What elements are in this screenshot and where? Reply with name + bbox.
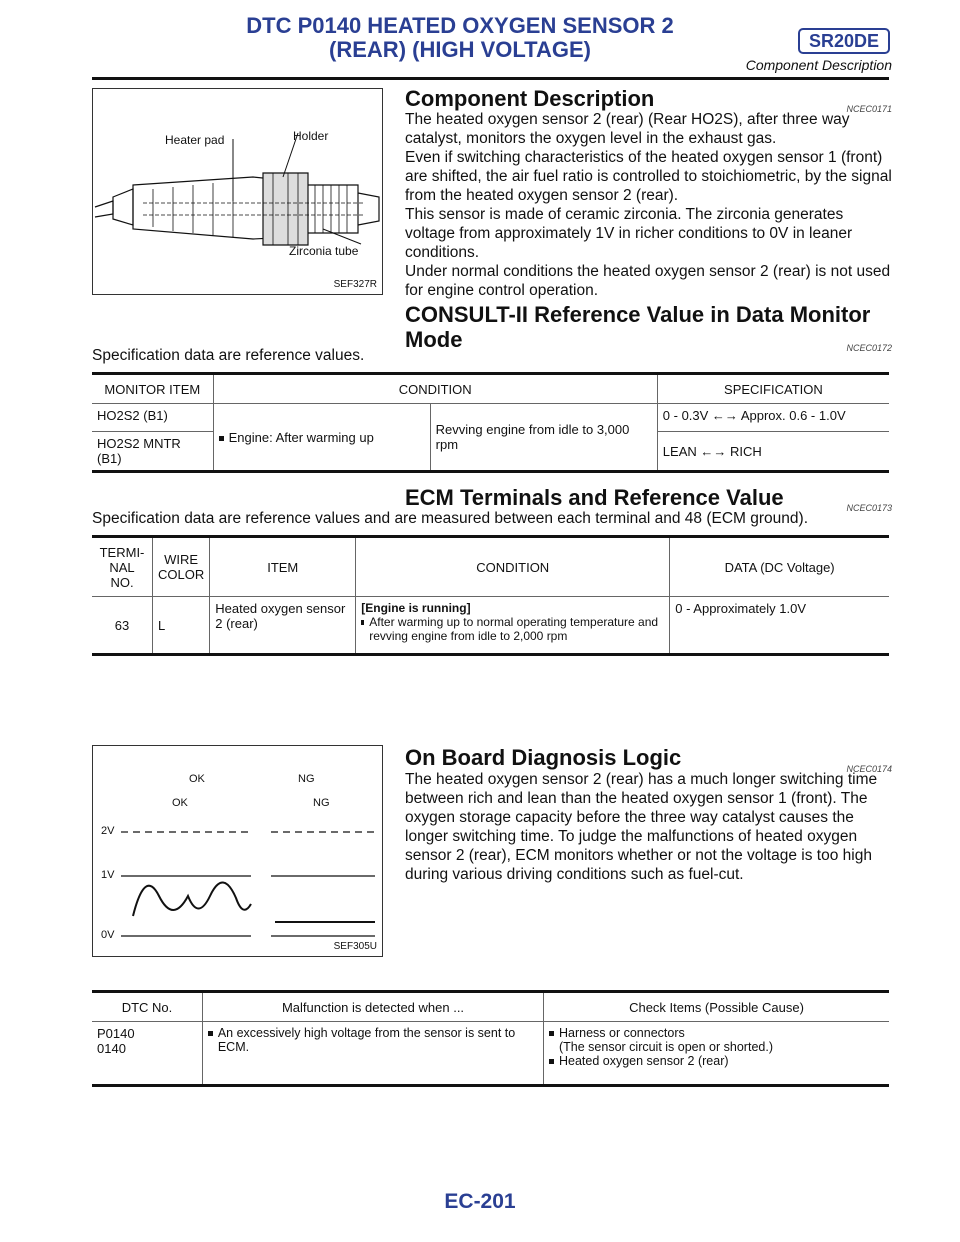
bullet-icon (208, 1031, 213, 1036)
table-header-cell: DATA (DC Voltage) (670, 537, 889, 597)
sensor-illustration (93, 89, 382, 294)
specification-cell: LEAN ←→ RICH (657, 432, 889, 472)
table-row (92, 597, 889, 655)
malfunction-text: An excessively high voltage from the sensor is sent to ECM. (217, 1026, 516, 1054)
consult-heading-line1: CONSULT-II Reference Value in Data Monitor (405, 302, 871, 327)
section-code: NCEC0172 (846, 343, 892, 353)
table-header-cell: WIRE COLOR (153, 537, 210, 597)
consult-heading (405, 302, 870, 352)
paragraph: Even if switching characteristics of the heated oxygen sensor 1 (front) are shifted, the air fuel ratio is controlled to stoichiometric, by the signal from the heated oxygen sensor 2 (rear). (405, 149, 892, 204)
monitor-item: HO2S2 (B1) (92, 404, 213, 432)
page-title-line2: (REAR) (HIGH VOLTAGE) (329, 37, 591, 62)
data-cell: 0 - Approximately 1.0V (670, 597, 889, 655)
table-header-row (92, 374, 889, 404)
condition-cell (356, 597, 670, 655)
check-item-text: Heated oxygen sensor 2 (rear) (559, 1054, 729, 1068)
figure-code: SEF327R (333, 279, 377, 290)
obd-heading: On Board Diagnosis Logic (405, 745, 682, 770)
consult-heading-line2: Mode (405, 327, 463, 352)
page-subtitle: Component Description (745, 57, 892, 73)
condition-heading: [Engine is running] (361, 601, 471, 615)
waveform-figure (92, 745, 383, 957)
header-rule (92, 77, 889, 80)
table-header-row (92, 992, 889, 1022)
label-holder: Holder (293, 129, 329, 143)
page-title (120, 14, 800, 62)
table-header-cell: ITEM (210, 537, 356, 597)
section-code: NCEC0174 (846, 764, 892, 774)
consult-note: Specification data are reference values. (92, 347, 365, 364)
dtc-number-cell (92, 1022, 203, 1086)
wire-color-cell: L (153, 597, 210, 655)
consult-table (92, 372, 889, 473)
specification-cell: 0 - 0.3V ←→ Approx. 0.6 - 1.0V (657, 404, 889, 432)
table-header-cell: TERMI-NAL NO. (92, 537, 153, 597)
monitor-item: HO2S2 MNTR (B1) (92, 432, 213, 472)
label-heater-pad: Heater pad (165, 133, 225, 147)
malfunction-item (208, 1026, 538, 1054)
condition-body: After warming up to normal operating temperature and revving engine from idle to 2,000 rpm (369, 615, 659, 643)
model-badge: SR20DE (798, 28, 890, 54)
bullet-icon (549, 1059, 554, 1064)
table-header-cell: Malfunction is detected when ... (203, 992, 544, 1022)
waveform-graph (93, 746, 382, 956)
axis-label-1v: 1V (101, 869, 115, 881)
bullet-icon (549, 1031, 554, 1036)
table-header-cell: Check Items (Possible Cause) (544, 992, 890, 1022)
page-number: EC-201 (444, 1190, 516, 1213)
page-title-line1: DTC P0140 HEATED OXYGEN SENSOR 2 (246, 13, 674, 38)
dtc-number-alt: 0140 (97, 1041, 126, 1056)
component-description-text (405, 110, 893, 300)
condition-text (361, 615, 664, 643)
figure-code: SEF305U (333, 941, 377, 952)
ng-label: NG (298, 773, 315, 785)
table-header-row (92, 537, 889, 597)
section-code: NCEC0173 (846, 503, 892, 513)
condition-cell: Revving engine from idle to 3,000 rpm (430, 404, 657, 472)
table-row (92, 1022, 889, 1086)
paragraph: Under normal conditions the heated oxygen sensor 2 (rear) is not used for engine control operation. (405, 263, 891, 299)
table-header-cell: CONDITION (213, 374, 657, 404)
axis-label-0v: 0V (101, 929, 115, 941)
paragraph: The heated oxygen sensor 2 (rear) (Rear HO2S), after three way catalyst, monitors the oxygen level in the exhaust gas. (405, 111, 850, 147)
component-description-heading: Component Description (405, 86, 655, 111)
obd-text: The heated oxygen sensor 2 (rear) has a much longer switching time between rich and lean than the heated oxygen sensor 1 (front). The oxygen storage capacity before the three way catalyst causes the longer switching time. To judge the malfunctions of heated oxygen sensor 2 (rear), ECM monitors whether or not the voltage is too high during various driving conditions such as fuel-cut. (405, 771, 878, 883)
label-zirconia-tube: Zirconia tube (289, 244, 359, 258)
dtc-number: P0140 (97, 1026, 135, 1041)
check-item-text: Harness or connectors (559, 1026, 685, 1040)
terminal-cell: 63 (92, 597, 153, 655)
dtc-table (92, 990, 889, 1087)
malfunction-cell (203, 1022, 544, 1086)
table-header-cell: SPECIFICATION (657, 374, 889, 404)
check-items-cell (544, 1022, 890, 1086)
ecm-note: Specification data are reference values and are measured between each terminal and 48 (ECM ground). (92, 510, 808, 527)
paragraph: This sensor is made of ceramic zirconia. The zirconia generates voltage from approximately 1V in richer conditions to 0V in leaner conditions. (405, 206, 853, 261)
section-code: NCEC0171 (846, 104, 892, 114)
check-item (549, 1054, 884, 1068)
ok-label: OK (189, 773, 205, 785)
ok-label-2: OK (172, 797, 188, 809)
condition-cell (213, 404, 430, 472)
bullet-icon (361, 620, 364, 625)
table-header-cell: CONDITION (356, 537, 670, 597)
ecm-heading: ECM Terminals and Reference Value (405, 485, 784, 510)
table-header-cell: MONITOR ITEM (92, 374, 213, 404)
bullet-icon (219, 436, 224, 441)
item-cell: Heated oxygen sensor 2 (rear) (210, 597, 356, 655)
table-header-cell: DTC No. (92, 992, 203, 1022)
ng-label-2: NG (313, 797, 330, 809)
table-row (92, 404, 889, 432)
check-item-note: (The sensor circuit is open or shorted.) (559, 1040, 773, 1054)
condition-text: Engine: After warming up (228, 429, 374, 445)
sensor-figure (92, 88, 383, 295)
ecm-table (92, 535, 889, 656)
axis-label-2v: 2V (101, 825, 115, 837)
check-item (549, 1026, 884, 1040)
